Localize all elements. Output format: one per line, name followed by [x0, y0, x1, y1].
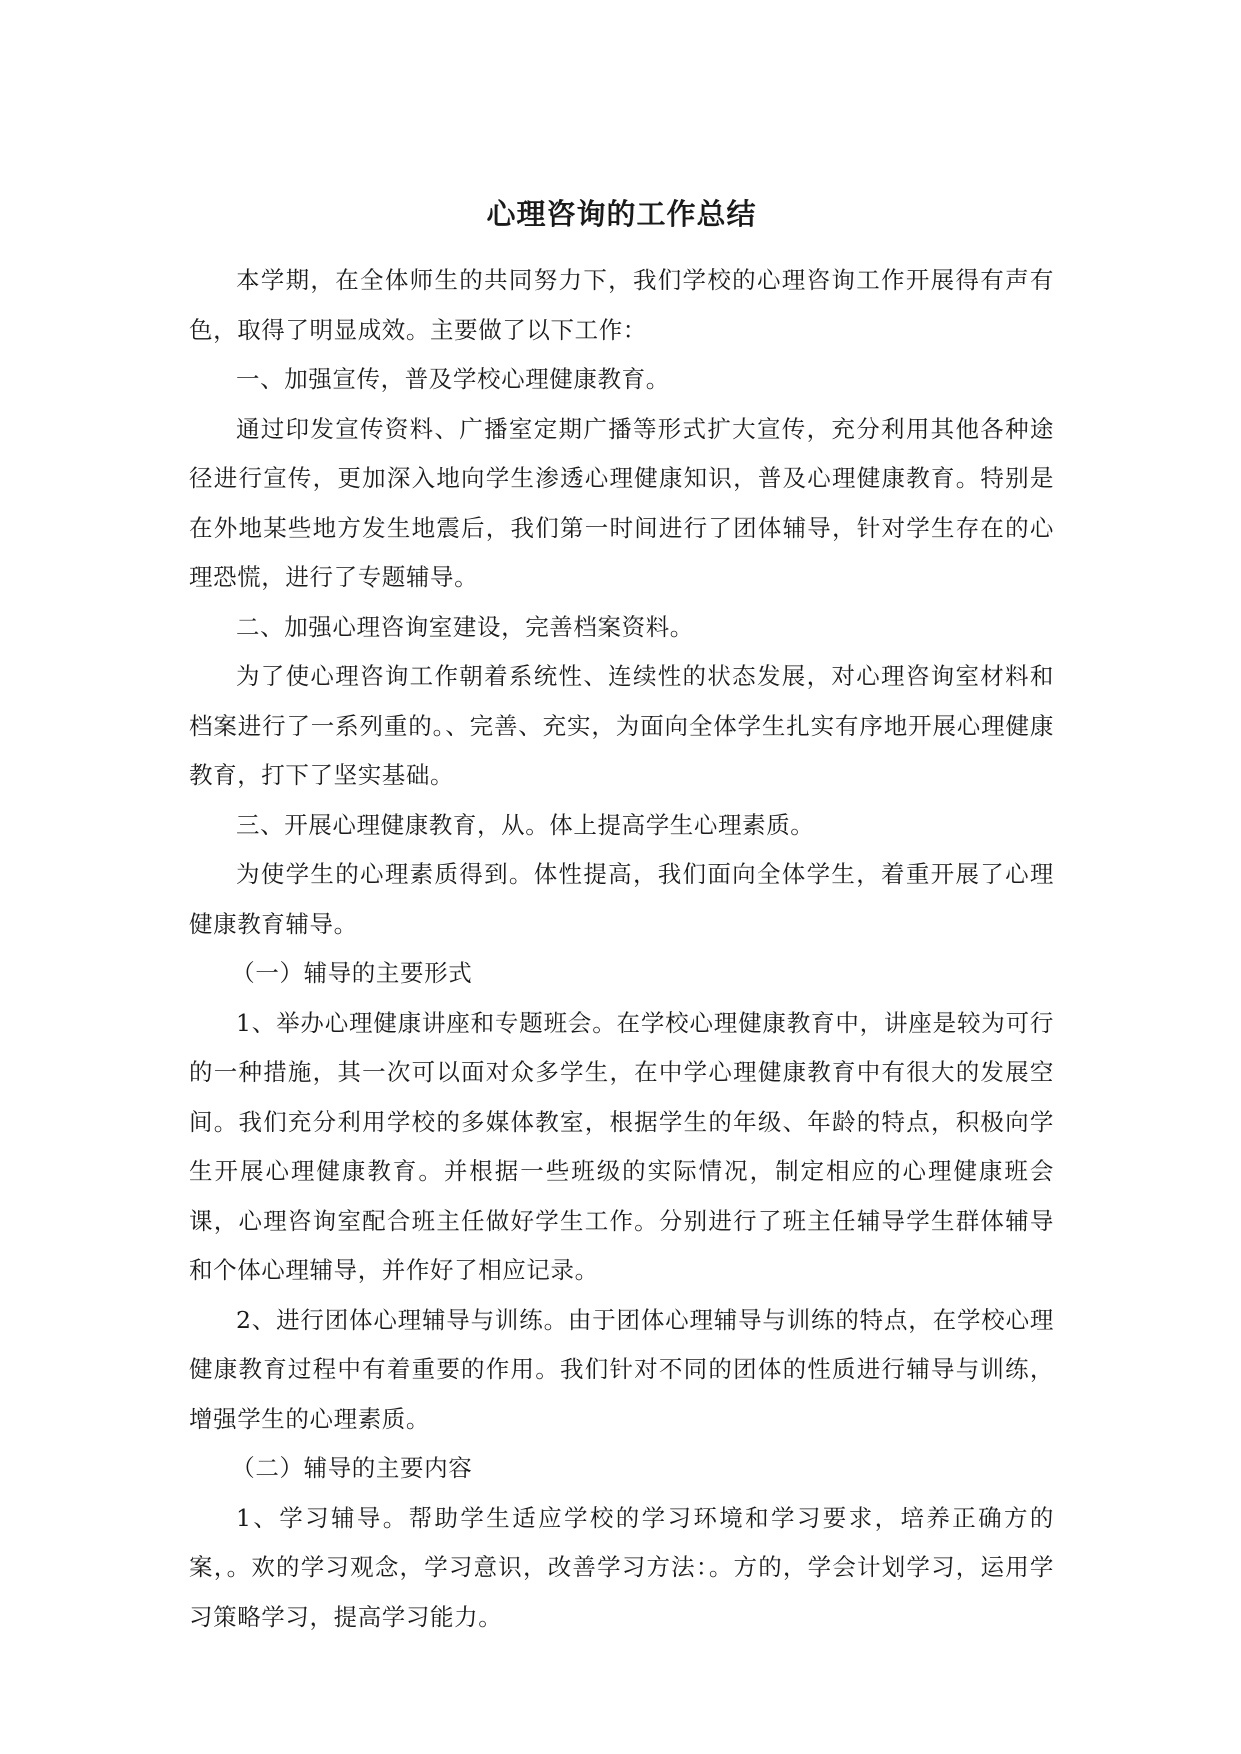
subsection-heading-1: （一）辅导的主要形式 — [231, 959, 473, 987]
document-title: 心理咨询的工作总结 — [486, 197, 757, 231]
section-heading-1: 一、加强宣传，普及学校心理健康教育。 — [236, 365, 670, 393]
body-paragraph: 1、学习辅导。帮助学生适应学校的学习环境和学习要求，培养正确方的案，。欢的学习观念，学习意识，改善学习方法：。方的，学会计划学习，运用学习策略学习，提高学习能力。 — [189, 1503, 1054, 1631]
intro-paragraph: 本学期，在全体师生的共同努力下，我们学校的心理咨询工作开展得有声有色，取得了明显成效。主要做了以下工作： — [189, 266, 1054, 344]
body-paragraph: 为使学生的心理素质得到。体性提高，我们面向全体学生，着重开展了心理健康教育辅导。 — [189, 860, 1054, 938]
section-heading-2: 二、加强心理咨询室建设，完善档案资料。 — [236, 612, 694, 641]
subsection-heading-2: （二）辅导的主要内容 — [231, 1454, 473, 1482]
document-page — [189, 186, 1054, 1642]
body-paragraph: 为了使心理咨询工作朝着系统性、连续性的状态发展，对心理咨询室材料和档案进行了一系列重的。、完善、充实，为面向全体学生扎实有序地开展心理健康教育，打下了坚实基础。 — [189, 662, 1054, 789]
body-paragraph: 通过印发宣传资料、广播室定期广播等形式扩大宣传，充分利用其他各种途径进行宣传，更加深入地向学生渗透心理健康知识，普及心理健康教育。特别是在外地某些地方发生地震后，我们第一时间进行了团体辅导，针对学生存在的心理恐慌，进行了专题辅导。 — [189, 414, 1054, 591]
body-paragraph: 1、举办心理健康讲座和专题班会。在学校心理健康教育中，讲座是较为可行的一种措施，其一次可以面对众多学生，在中学心理健康教育中有很大的发展空间。我们充分利用学校的多媒体教室，根据学生的年级、年龄的特点，积极向学生开展心理健康教育。并根据一些班级的实际情况，制定相应的心理健康班会课，心理咨询室配合班主任做好学生工作。分别进行了班主任辅导学生群体辅导和个体心理辅导，并作好了相应记录。 — [189, 1008, 1054, 1284]
section-heading-3: 三、开展心理健康教育，从。体上提高学生心理素质。 — [236, 810, 815, 839]
body-paragraph: 2、进行团体心理辅导与训练。由于团体心理辅导与训练的特点，在学校心理健康教育过程中有着重要的作用。我们针对不同的团体的性质进行辅导与训练，增强学生的心理素质。 — [189, 1305, 1054, 1433]
